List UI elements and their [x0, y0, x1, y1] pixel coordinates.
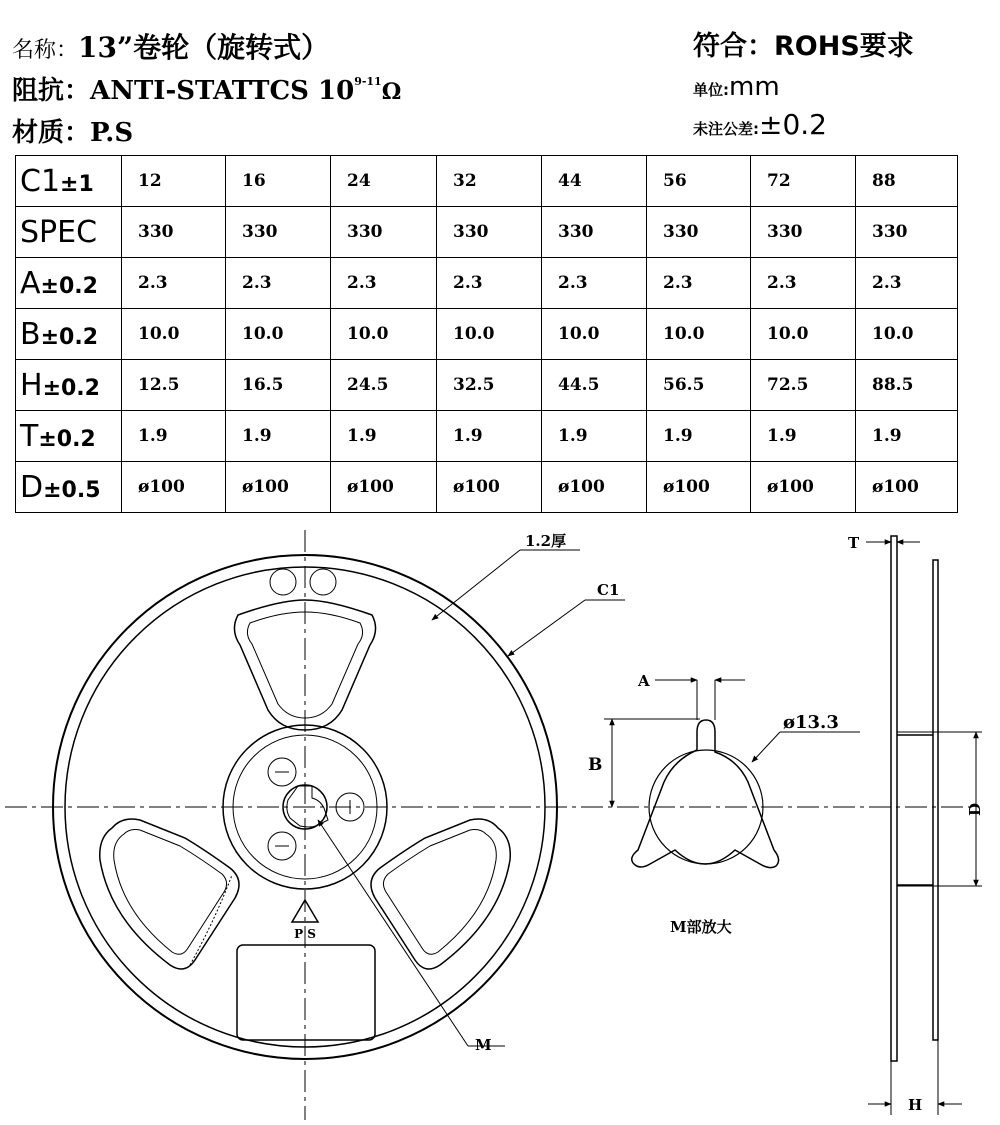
spec-row-label: A	[20, 265, 41, 301]
spec-cell: 1.9	[437, 411, 542, 462]
m-label: M	[475, 1036, 492, 1054]
spec-cell: 1.9	[122, 411, 226, 462]
dim-d-label: D	[966, 802, 984, 816]
spec-cell: ø100	[331, 462, 437, 513]
dim-b-label: B	[588, 755, 603, 775]
spec-row-tolerance: ±0.2	[40, 324, 98, 350]
spec-row	[16, 411, 958, 462]
spec-row-header	[16, 309, 122, 360]
spec-cell: 12.5	[122, 360, 226, 411]
spec-cell: 1.9	[647, 411, 751, 462]
reel-side-view	[891, 536, 938, 1061]
spec-cell: ø100	[647, 462, 751, 513]
spec-cell: 10.0	[856, 309, 958, 360]
tolerance-note	[693, 108, 827, 141]
spec-cell: 88.5	[856, 360, 958, 411]
dim-a	[655, 680, 745, 720]
label-area	[237, 945, 375, 1040]
spec-cell: ø100	[542, 462, 647, 513]
spec-row	[16, 258, 958, 309]
spec-cell: 12	[122, 156, 226, 207]
spec-row-label: T	[20, 418, 39, 454]
spec-cell: 2.3	[331, 258, 437, 309]
spec-cell: 10.0	[437, 309, 542, 360]
spec-cell: 2.3	[542, 258, 647, 309]
spec-table	[15, 155, 958, 513]
compliance-text: 符合：ROHS要求	[693, 31, 914, 62]
ps-mark: P S	[294, 927, 316, 941]
c1-leader	[508, 581, 625, 656]
spec-row	[16, 462, 958, 513]
spec-row-label: SPEC	[20, 214, 98, 250]
spec-cell: 10.0	[751, 309, 856, 360]
detail-caption: M部放大	[670, 918, 732, 936]
spec-cell: 56	[647, 156, 751, 207]
compliance-note	[693, 24, 914, 63]
dim-a-label: A	[638, 672, 650, 690]
spec-row-label: C1	[20, 163, 61, 199]
spec-cell: 44.5	[542, 360, 647, 411]
spec-cell: 2.3	[751, 258, 856, 309]
spec-cell: 56.5	[647, 360, 751, 411]
m-leader	[318, 820, 505, 1054]
thickness-note: 1.2厚	[525, 532, 567, 550]
material-value: P.S	[90, 118, 134, 148]
spec-cell: 330	[856, 207, 958, 258]
dim-h-label: H	[908, 1096, 923, 1114]
spec-cell: 1.9	[856, 411, 958, 462]
name-value: 13”卷轮（旋转式）	[78, 31, 330, 64]
name-label: 名称：	[12, 38, 79, 63]
spec-cell: ø100	[226, 462, 331, 513]
spec-cell: 2.3	[437, 258, 542, 309]
spec-cell: 88	[856, 156, 958, 207]
spec-row-tolerance: ±0.2	[40, 273, 98, 299]
spec-cell: 10.0	[647, 309, 751, 360]
spec-cell: 72	[751, 156, 856, 207]
spec-row-tolerance: ±1	[60, 171, 94, 197]
spec-cell: 2.3	[226, 258, 331, 309]
resistance-exponent: 9-11	[354, 75, 382, 88]
spec-cell: 16.5	[226, 360, 331, 411]
spec-cell: ø100	[751, 462, 856, 513]
spec-cell: 2.3	[856, 258, 958, 309]
spec-cell: 330	[122, 207, 226, 258]
spec-row-label: B	[20, 316, 41, 352]
spec-row-tolerance: ±0.2	[38, 426, 96, 452]
spec-cell: 32.5	[437, 360, 542, 411]
spec-cell: 72.5	[751, 360, 856, 411]
tolerance-value: ±0.2	[759, 108, 827, 141]
unit-label: 单位:	[693, 81, 729, 99]
spec-cell: 10.0	[122, 309, 226, 360]
spec-cell: 330	[331, 207, 437, 258]
spec-cell: ø100	[122, 462, 226, 513]
dim-b	[604, 719, 700, 807]
material-label: 材质：	[12, 118, 91, 148]
m-detail-view	[632, 720, 779, 868]
reel-drawing	[0, 520, 1000, 1125]
spec-cell: 1.9	[542, 411, 647, 462]
material-line	[12, 112, 133, 149]
resistance-unit: Ω	[381, 79, 402, 105]
spec-cell: 1.9	[331, 411, 437, 462]
dim-t-label: T	[848, 534, 860, 552]
spec-cell: ø100	[856, 462, 958, 513]
spec-cell: 10.0	[226, 309, 331, 360]
spec-row	[16, 309, 958, 360]
spec-row-header	[16, 462, 122, 513]
spec-row-header	[16, 360, 122, 411]
spec-cell: 330	[542, 207, 647, 258]
spec-cell: 44	[542, 156, 647, 207]
spec-row-label: H	[20, 367, 43, 403]
resistance-line	[12, 70, 401, 107]
spec-row	[16, 360, 958, 411]
spec-cell: 10.0	[542, 309, 647, 360]
spec-row-header	[16, 258, 122, 309]
spec-row-label: D	[20, 469, 44, 505]
spec-row	[16, 207, 958, 258]
name-line	[12, 26, 329, 66]
spec-cell: 1.9	[751, 411, 856, 462]
spec-row-header	[16, 207, 122, 258]
spec-cell: 330	[437, 207, 542, 258]
spec-cell: 330	[647, 207, 751, 258]
spec-cell: 24.5	[331, 360, 437, 411]
spec-cell: ø100	[437, 462, 542, 513]
spec-cell: 330	[751, 207, 856, 258]
spec-row-tolerance: ±0.5	[43, 477, 101, 503]
spec-row	[16, 156, 958, 207]
dim-hub-diameter	[752, 732, 860, 762]
unit-note	[693, 72, 780, 102]
resistance-label: 阻抗：	[12, 76, 91, 106]
spec-row-tolerance: ±0.2	[42, 375, 100, 401]
unit-value: mm	[729, 72, 780, 102]
spec-cell: 330	[226, 207, 331, 258]
spec-row-header	[16, 411, 122, 462]
spec-cell: 10.0	[331, 309, 437, 360]
spec-cell: 16	[226, 156, 331, 207]
resistance-value: ANTI-STATTCS 10	[90, 76, 355, 106]
c1-label: C1	[597, 581, 620, 599]
tolerance-label: 未注公差:	[693, 120, 759, 138]
hub-diameter-label: ø13.3	[783, 712, 839, 733]
spec-cell: 2.3	[122, 258, 226, 309]
spec-cell: 2.3	[647, 258, 751, 309]
spec-row-header	[16, 156, 122, 207]
spec-cell: 1.9	[226, 411, 331, 462]
thickness-leader	[432, 532, 580, 620]
spec-cell: 32	[437, 156, 542, 207]
spec-cell: 24	[331, 156, 437, 207]
